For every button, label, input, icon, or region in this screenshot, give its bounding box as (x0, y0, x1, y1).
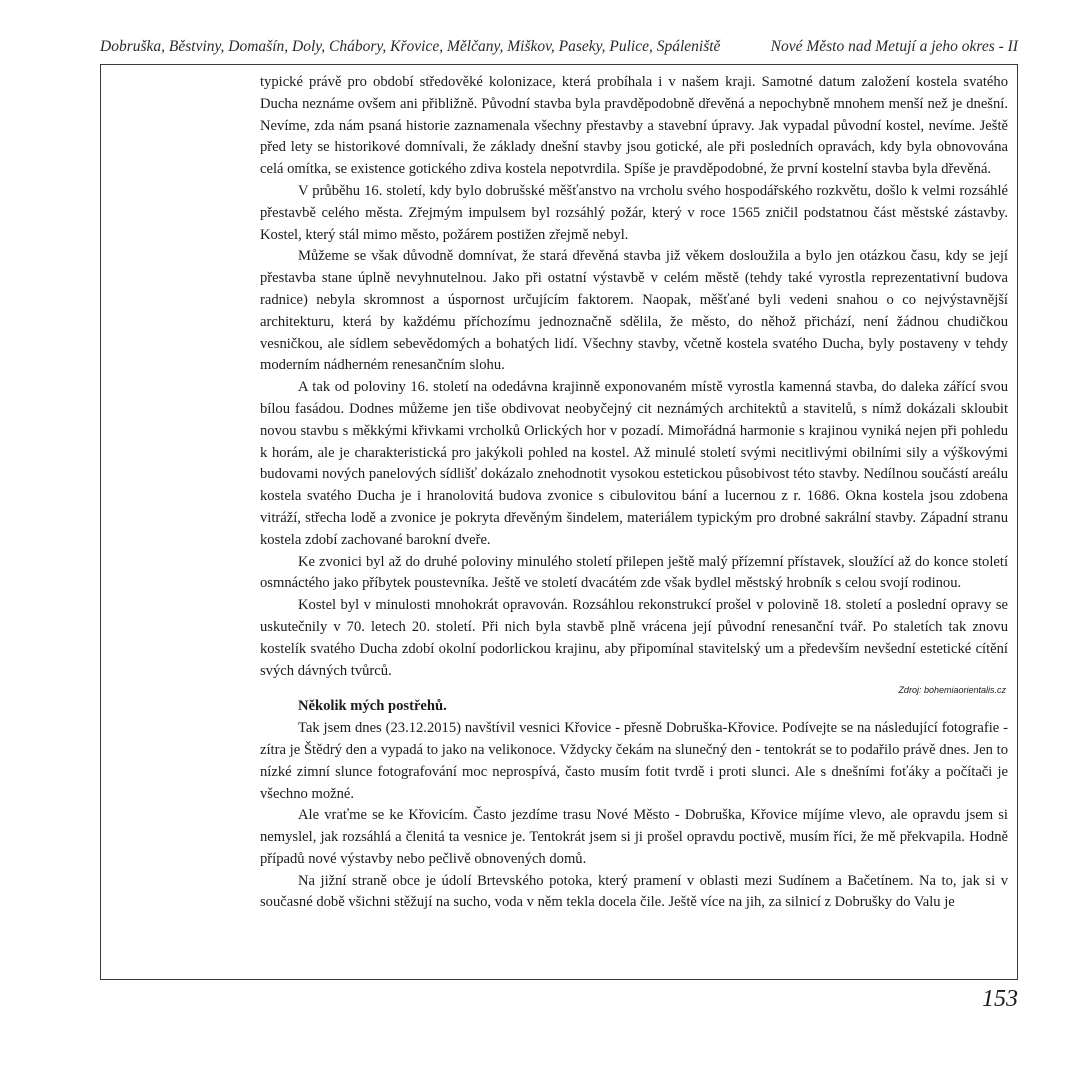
paragraph: Ke zvonici byl až do druhé poloviny minulého století přilepen ještě malý přízemní přístavek, sloužící až do konce století osmnáctého jako příbytek poustevníka. Ještě ve století dvacátém zde však bydlel městský hrobník s celou svojí rodinou. (260, 553, 1008, 592)
paragraph: A tak od poloviny 16. století na odedávna krajinně exponovaném místě vyrostla kamenná stavba, do daleka zářící svou bílou fasádou. Dodnes můžeme jen tiše obdivovat neobyčejný cit neznámých architektů a stavitelů, s nímž dokázali skloubit novou stavbu s měkkými křivkami vrcholků Orlických hor v pozadí. Mimořádná harmonie s krajinou vyniká nejen při pohledu k horám, ale je charakteristická pro jakýkoli pohled na kostel. Až minulé století svými necitlivými obilními sily a výškovými budovami nových panelových sídlišť dokázalo znehodnotit vysokou estetickou působivost této stavby. Nedílnou součástí areálu kostela svatého Ducha je i hranolovitá budova zvonice s cibulovitou bání a lucernou z r. 1686. Okna kostela jsou zdobena vitráží, střecha lodě a zvonice je pokryta dřevěným šindelem, materiálem typickým pro drobné sakrální stavby. Západní stranu kostela zdobí zachované barokní dveře. (260, 379, 1008, 548)
paragraph: V průběhu 16. století, kdy bylo dobrušské měšťanstvo na vrcholu svého hospodářského rozkvětu, došlo k velmi rozsáhlé přestavbě celého města. Zřejmým impulsem byl rozsáhlý požár, který v roce 1565 zničil podstatnou část městské zástavby. Kostel, který stál mimo město, požárem postižen zřejmě nebyl. (260, 182, 1008, 243)
source-note: Zdroj: bohemiaorientalis.cz (898, 685, 1006, 696)
paragraph: Tak jsem dnes (23.12.2015) navštívil vesnici Křovice - přesně Dobruška-Křovice. Podívejte se na následující fotografie - zítra je Štědrý den a vypadá to jako na velikonoce. Vždycky čekám na slunečný den - tentokrát se to podařilo právě dnes. Jen to nízké zimní slunce fotografování moc neprospívá, často musím fotit tvrdě i proti slunci. Ale s dnešními foťáky a počítači je všechno možné. (260, 720, 1008, 802)
header-right-title: Nové Město nad Metují a jeho okres - II (770, 38, 1018, 55)
paragraph: typické právě pro období středověké kolonizace, která probíhala i v našem kraji. Samotné datum založení kostela svatého Ducha neznáme ovšem ani přibližně. Původní stavba byla pravděpodobně dřevěná a nepochybně mnohem menší než je dnešní. Nevíme, zda nám psaná historie zaznamenala všechny přestavby a stavební úpravy. Jak vypadal původní kostel, nevíme. Ještě před lety se historikové domnívali, že základy dnešní stavby jsou gotické, ale při posledních opravách, kdy byla obnovována celá omítka, se existence gotického zdiva kostela nepotvrdila. Spíše je pravděpodobné, že první kostelní stavba byla dřevěná. (260, 74, 1008, 178)
text-column (260, 72, 1008, 914)
running-header (100, 38, 1018, 56)
paragraph: Ale vraťme se ke Křovicím. Často jezdíme trasu Nové Město - Dobruška, Křovice míjíme vlevo, ale opravdu jsem si nemyslel, jak rozsáhlá a členitá ta vesnice je. Tentokrát jsem si ji prošel opravdu poctivě, musím říci, že mě překvapila. Hodně případů nové výstavby nebo pečlivě obnovených domů. (260, 807, 1008, 867)
paragraph: Můžeme se však důvodně domnívat, že stará dřevěná stavba již věkem dosloužila a bylo jen otázkou času, kdy se její přestavba stane úplně nevyhnutelnou. Jako při ostatní výstavbě v celém městě (tehdy také vyrostla reprezentativní budova radnice) nebyla skromnost a úspornost určujícím faktorem. Naopak, měšťané byli vedeni snahou o co nejvýstavnější architekturu, která by každému příchozímu jednoznačně sdělila, že město, do něhož přichází, není žádnou chudičkou vesničkou, ale sídlem sebevědomých a bohatých lidí. Všechny stavby, včetně kostela svatého Ducha, byly postaveny v tehdy moderním nádherném renesančním slohu. (260, 248, 1008, 374)
page-number: 153 (982, 986, 1018, 1012)
paragraph: Kostel byl v minulosti mnohokrát opravován. Rozsáhlou rekonstrukcí prošel v polovině 18. století a poslední opravy se uskutečnily v 70. letech 20. století. Při nich byla stavbě plně vrácena její původní renesanční tvář. Po staletích tak znovu kostelík svatého Ducha zdobí okolní podorlickou krajinu, aby připomínal stavitelský um a především nevšední estetické cítění svých dávných tvůrců. (260, 597, 1008, 679)
header-left-title: Dobruška, Běstviny, Domašín, Doly, Chábory, Křovice, Mělčany, Miškov, Paseky, Pulice, Spáleniště (100, 38, 721, 55)
paragraph: Na jižní straně obce je údolí Brtevského potoka, který pramení v oblasti mezi Sudínem a Bačetínem. Na to, jak si v současné době všichni stěžují na sucho, voda v něm tekla docela čile. Ještě více na jih, za silnicí z Dobrušky do Valu je (260, 872, 1008, 911)
section-heading: Několik mých postřehů. (298, 698, 447, 715)
